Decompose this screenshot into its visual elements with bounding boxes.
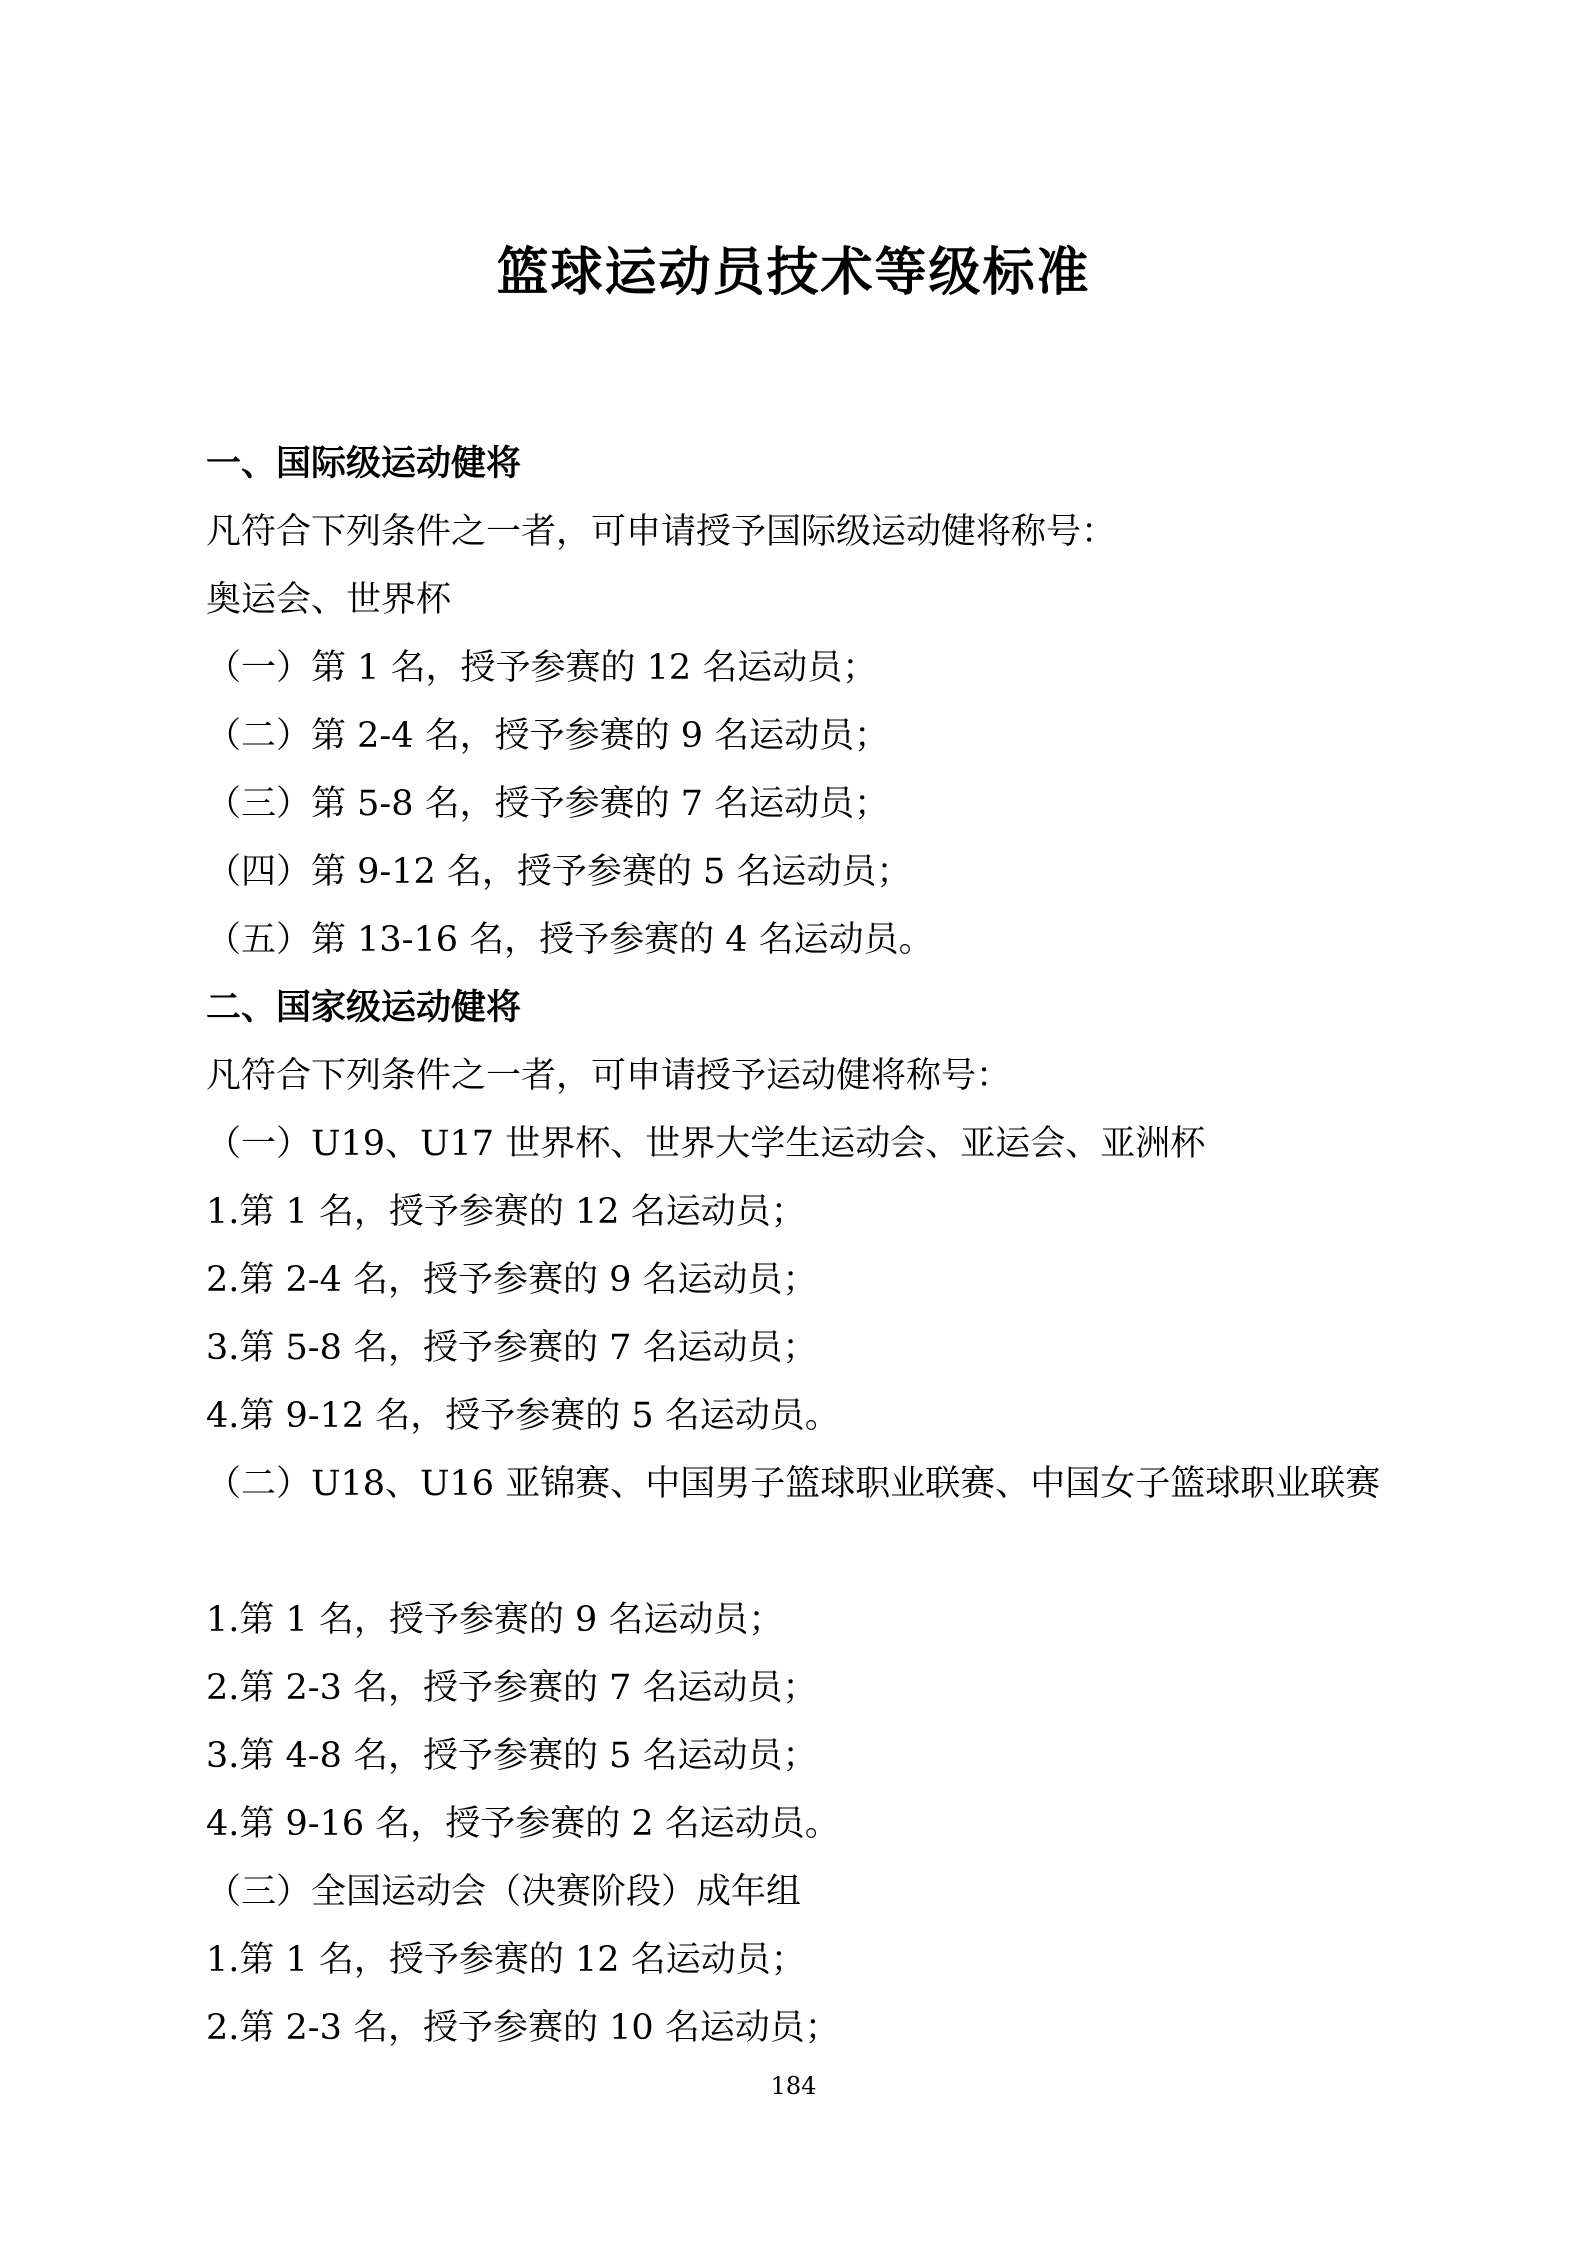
wrapped-subsection-heading	[206, 1450, 1396, 1518]
subsection-heading: （一）U19、U17 世界杯、世界大学生运动会、亚运会、亚洲杯	[206, 1124, 1206, 1164]
paragraph-line: 凡符合下列条件之一者，可申请授予运动健将称号：	[206, 1056, 1012, 1096]
page-number: 184	[770, 2072, 817, 2100]
subsection-heading: （二）U18、U16 亚锦赛、中国男子篮球职业联赛、中国女子篮球职业联赛	[206, 1464, 1381, 1504]
list-item: 4.第 9-16 名，授予参赛的 2 名运动员。	[206, 1804, 840, 1844]
list-item: （四）第 9-12 名，授予参赛的 5 名运动员；	[206, 852, 912, 892]
list-item: 3.第 5-8 名，授予参赛的 7 名运动员；	[206, 1328, 818, 1368]
document-body-continued	[206, 1586, 1396, 2062]
list-item: （三）第 5-8 名，授予参赛的 7 名运动员；	[206, 784, 890, 824]
document-body	[206, 430, 1396, 1450]
section-heading-2: 二、国家级运动健将	[206, 988, 522, 1028]
list-item: （二）第 2-4 名，授予参赛的 9 名运动员；	[206, 716, 890, 756]
section-heading-1: 一、国际级运动健将	[206, 444, 522, 484]
subsection-heading: （三）全国运动会（决赛阶段）成年组	[206, 1872, 802, 1912]
list-item: 2.第 2-3 名，授予参赛的 10 名运动员；	[206, 2008, 840, 2048]
list-item: 2.第 2-3 名，授予参赛的 7 名运动员；	[206, 1668, 818, 1708]
list-item: （五）第 13-16 名，授予参赛的 4 名运动员。	[206, 920, 934, 960]
list-item: 1.第 1 名，授予参赛的 9 名运动员；	[206, 1600, 784, 1640]
list-item: 3.第 4-8 名，授予参赛的 5 名运动员；	[206, 1736, 818, 1776]
document-title: 篮球运动员技术等级标准	[496, 243, 1091, 303]
paragraph-line: 奥运会、世界杯	[206, 580, 452, 620]
list-item: 2.第 2-4 名，授予参赛的 9 名运动员；	[206, 1260, 818, 1300]
list-item: （一）第 1 名，授予参赛的 12 名运动员；	[206, 648, 878, 688]
paragraph-line: 凡符合下列条件之一者，可申请授予国际级运动健将称号：	[206, 512, 1117, 552]
list-item: 1.第 1 名，授予参赛的 12 名运动员；	[206, 1940, 806, 1980]
list-item: 1.第 1 名，授予参赛的 12 名运动员；	[206, 1192, 806, 1232]
list-item: 4.第 9-12 名，授予参赛的 5 名运动员。	[206, 1396, 840, 1436]
